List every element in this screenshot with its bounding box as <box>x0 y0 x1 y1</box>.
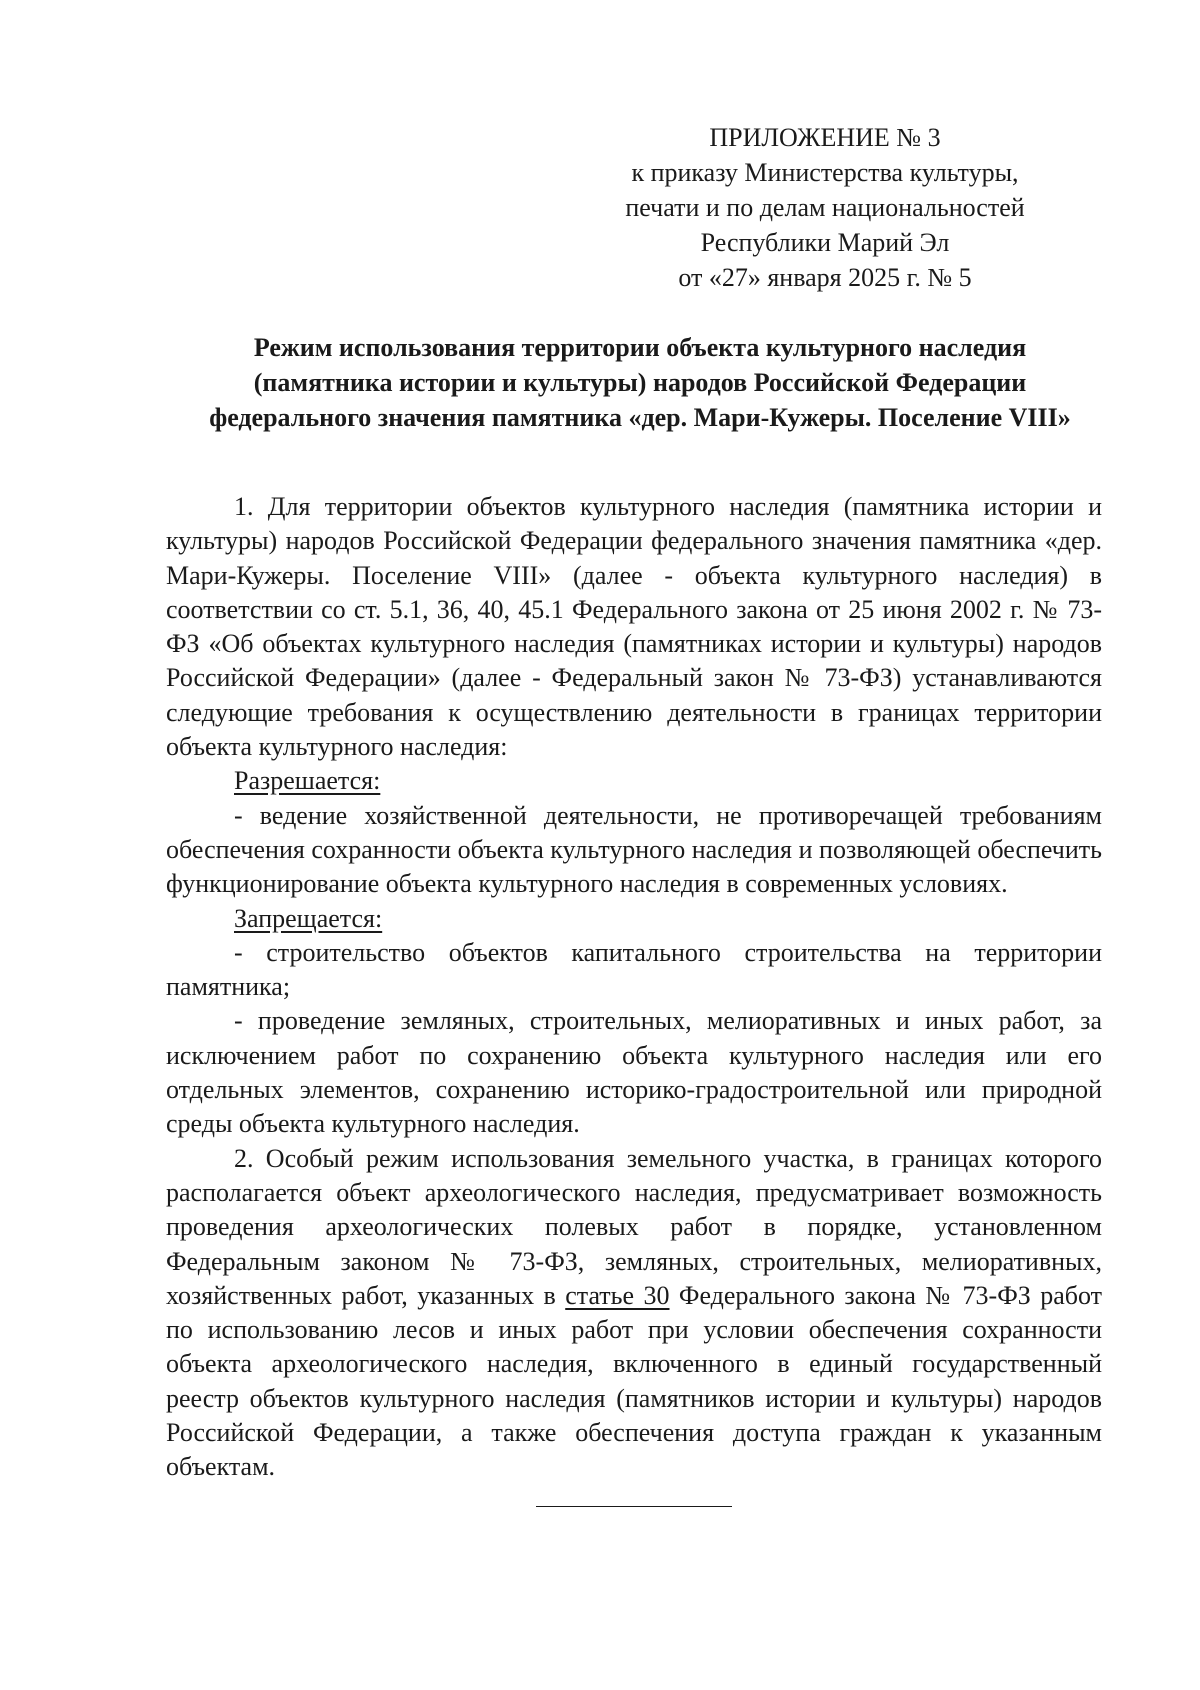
forbidden-label: Запрещается: <box>234 903 383 933</box>
allowed-label: Разрешается: <box>234 766 381 796</box>
paragraph-2-text-b: Федерального закона № 73-ФЗ работ по использованию лесов и иных работ при условии обеспечения сохранности объекта археологического наследия, включенного в единый государственный реестр объектов культурного наследия (памятников истории и культуры) народов Российской Федерации, а также обеспечения доступа граждан к указанным объектам. <box>166 1280 1102 1482</box>
appendix-ministry-line: печати и по делам национальностей <box>625 193 1025 222</box>
appendix-block <box>590 120 1060 295</box>
document-body <box>166 490 1102 1485</box>
document-title <box>160 330 1120 435</box>
closing-separator-line <box>536 1506 732 1507</box>
appendix-heading: ПРИЛОЖЕНИЕ № 3 <box>709 123 941 152</box>
paragraph-2-text-a: 2. Особый режим использования земельного участка, в границах которого располагается объект археологического наследия, предусматривает возможность проведения археологических полевых работ в порядке, установленном Федеральным законом № 73-ФЗ, земляных, строительных, мелиоративных, хозяйственных работ, указанных в <box>166 1143 1102 1310</box>
allowed-heading <box>166 764 1102 798</box>
forbidden-heading <box>166 902 1102 936</box>
paragraph-2 <box>166 1142 1102 1485</box>
title-line-1: Режим использования территории объекта культурного наследия <box>253 333 1027 362</box>
paragraph-1: 1. Для территории объектов культурного наследия (памятника истории и культуры) народов Российской Федерации федерального значения памятника «дер. Мари-Кужеры. Поселение VIII» (далее - объекта культурного наследия) в соответствии со ст. 5.1, 36, 40, 45.1 Федерального закона от 25 июня 2002 г. № 73-ФЗ «Об объектах культурного наследия (памятниках истории и культуры) народов Российской Федерации» (далее - Федеральный закон № 73-ФЗ) устанавливаются следующие требования к осуществлению деятельности в границах территории объекта культурного наследия: <box>166 492 1102 762</box>
title-line-2: (памятника истории и культуры) народов Российской Федерации <box>253 368 1027 397</box>
allowed-item-1: - ведение хозяйственной деятельности, не противоречащей требованиям обеспечения сохранности объекта культурного наследия и позволяющей обеспечить функционирование объекта культурного наследия в современных условиях. <box>166 800 1102 899</box>
forbidden-item-1: - строительство объектов капитального строительства на территории памятника; <box>166 937 1102 1002</box>
appendix-order-line: к приказу Министерства культуры, <box>631 158 1019 187</box>
appendix-date-line: от «27» января 2025 г. № 5 <box>678 263 972 292</box>
appendix-republic-line: Республики Марий Эл <box>700 228 950 257</box>
article-30-link[interactable]: статье 30 <box>565 1280 670 1310</box>
forbidden-item-2: - проведение земляных, строительных, мелиоративных и иных работ, за исключением работ по сохранению объекта культурного наследия или его отдельных элементов, сохранению историко-градостроительной или природной среды объекта культурного наследия. <box>166 1006 1102 1139</box>
title-line-3: федерального значения памятника «дер. Мари-Кужеры. Поселение VIII» <box>209 403 1071 432</box>
